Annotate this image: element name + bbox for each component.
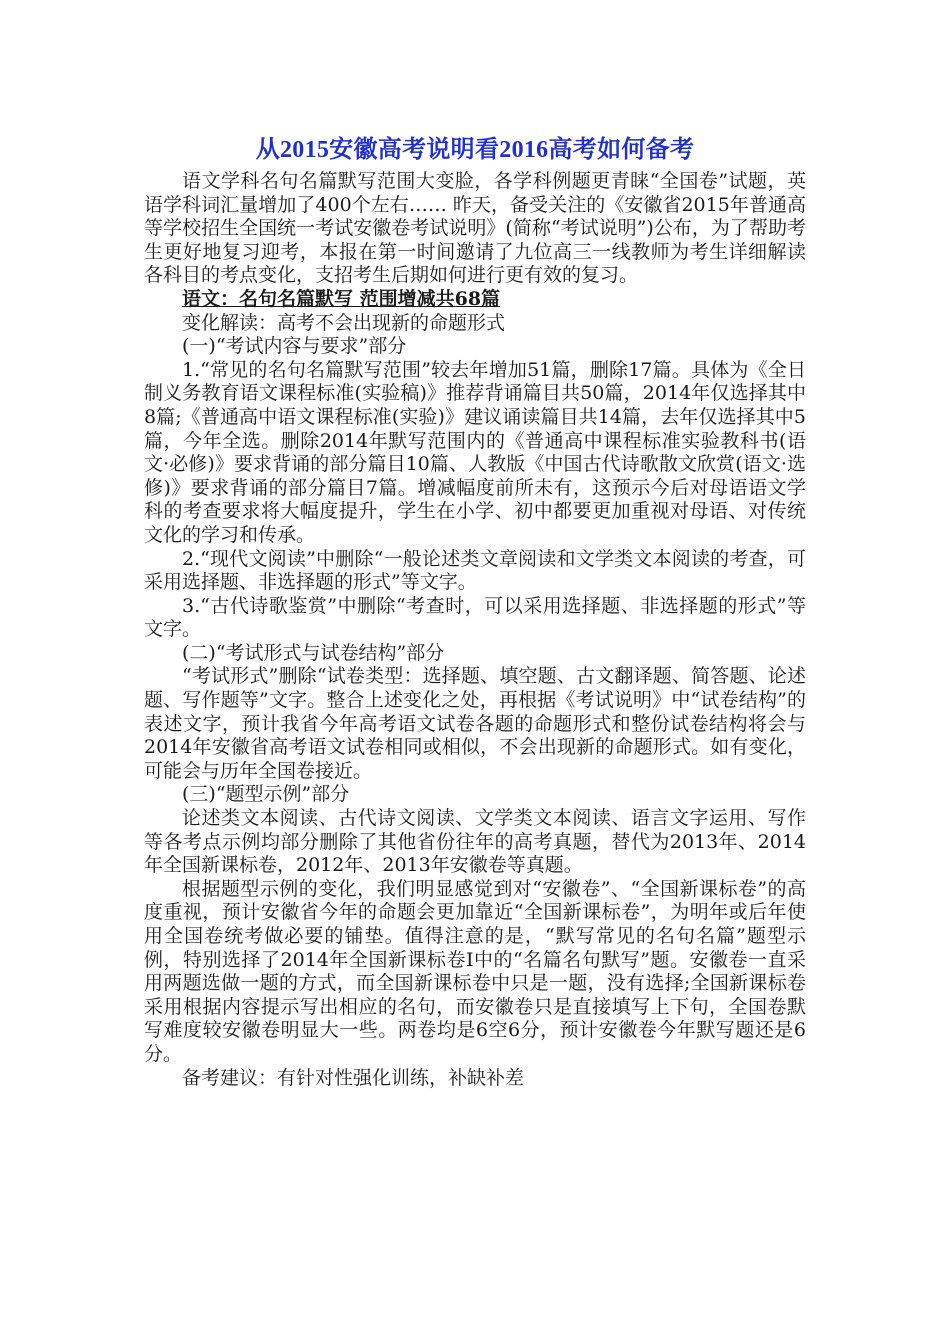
part2-text: “考试形式”删除“试卷类型：选择题、填空题、古文翻译题、简答题、论述题、写作题等”文字。整合上述变化之处，再根据《考试说明》中“试卷结构”的表述文字，预计我省今年高考语文试卷各题的命题形式和整份试卷结构将会与2014年安徽省高考语文试卷相同或相似，不会出现新的命题形式。如有变化，可能会与历年全国卷接近。 [144,665,806,782]
document-page [144,134,806,1090]
advice-paragraph: 备考建议：有针对性强化训练，补缺补差 [182,1066,525,1089]
part3-text2: 根据题型示例的变化，我们明显感觉到对“安徽卷”、“全国新课标卷”的高度重视，预计安徽省今年的命题会更加靠近“全国新课标卷”，为明年或后年使用全国卷统考做必要的铺垫。值得注意的是，“默写常见的名句名篇”题型示例，特别选择了2014年全国新课标卷Ⅰ中的“名篇名句默写”题。安徽卷一直采用两题选做一题的方式，而全国新课标卷中只是一题，没有选择;全国新课标卷采用根据内容提示写出相应的名句，而安徽卷只是直接填写上下句，全国卷默写难度较安徽卷明显大一些。两卷均是6空6分，预计安徽卷今年默写题还是6分。 [144,877,806,1065]
part1-title: (一)“考试内容与要求”部分 [182,335,407,358]
part1-item1: 1.“常见的名句名篇默写范围”较去年增加51篇，删除17篇。具体为《全日制义务教育语文课程标准(实验稿)》推荐背诵篇目共50篇，2014年仅选择其中8篇;《普通高中语文课程标准(实验)》建议诵读篇目共14篇，去年仅选择其中5篇，今年全选。删除2014年默写范围内的《普通高中课程标准实验教科书(语文·必修)》要求背诵的部分篇目10篇、人教版《中国古代诗歌散文欣赏(语文·选修)》要求背诵的部分篇目7篇。增减幅度前所未有，这预示今后对母语语文学科的考查要求将大幅度提升，学生在小学、初中都要更加重视对母语、对传统文化的学习和传承。 [144,358,806,546]
change-label: 变化解读：高考不会出现新的命题形式 [182,311,506,334]
part3-text1: 论述类文本阅读、古代诗文阅读、文学类文本阅读、语言文字运用、写作等各考点示例均部分删除了其他省份往年的高考真题，替代为2013年、2014年全国新课标卷，2012年、2013年安徽卷等真题。 [144,807,806,877]
part1-item3: 3.“古代诗歌鉴赏”中删除“考查时，可以采用选择题、非选择题的形式”等文字。 [144,594,806,641]
section-heading-paragraph [144,288,806,312]
part2-title: (二)“考试形式与试卷结构”部分 [182,641,445,664]
part3-title: (三)“题型示例”部分 [182,783,350,806]
intro-paragraph: 语文学科名句名篇默写范围大变脸，各学科例题更青睐“全国卷”试题，英语学科词汇量增加了400个左右…… 昨天，备受关注的《安徽省2015年普通高等学校招生全国统一考试安徽卷考试说明》(简称“考试说明”)公布，为了帮助考生更好地复习迎考，本报在第一时间邀请了九位高三一线教师为考生详细解读各科目的考点变化，支招考生后期如何进行更有效的复习。 [144,170,806,287]
document-title: 从2015安徽高考说明看2016高考如何备考 [255,137,695,163]
part1-item2: 2.“现代文阅读”中删除“一般论述类文章阅读和文学类文本阅读的考查，可采用选择题、非选择题的形式”等文字。 [144,547,806,594]
section-heading: 语文：名句名篇默写 范围增减共68篇 [182,287,501,310]
